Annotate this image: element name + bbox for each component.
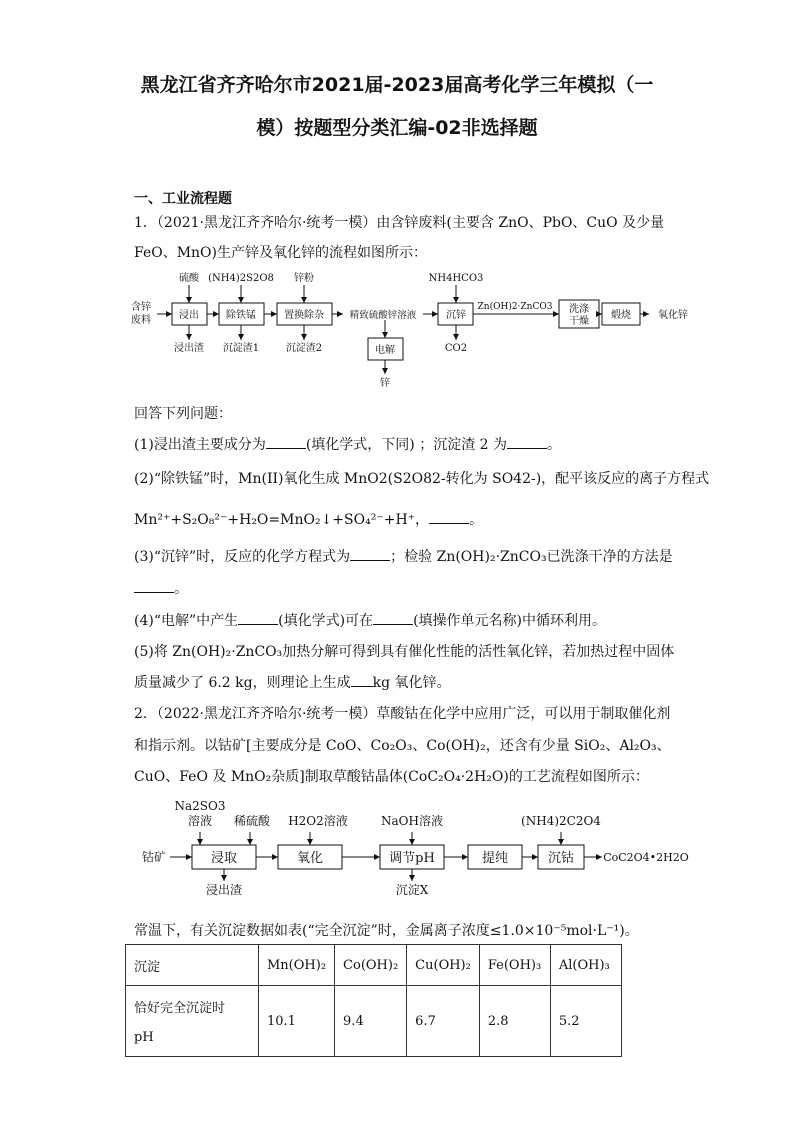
q1-p4-text-b: (填化学式)可在 — [278, 613, 374, 629]
q2-reagent-oxalate: (NH4)2C2O4 — [521, 814, 601, 828]
q1-waste-3: 沉淀渣2 — [285, 343, 323, 354]
q1-waste-1: 浸出渣 — [174, 343, 204, 354]
q1-p4-blank-2[interactable] — [373, 610, 413, 625]
q1-zinc: 锌 — [380, 378, 390, 389]
q1-part-3-cont — [134, 578, 188, 598]
q1-p1-text-a: (1)浸出渣主要成分为 — [134, 437, 266, 453]
table-header-cell: Fe(OH)₃ — [479, 945, 550, 986]
q2-box-adjust-ph: 调节pH — [389, 851, 435, 866]
q2-intro-3: CuO、FeO 及 MnO₂杂质]制取草酸钴晶体(CoC₂O₄·2H₂O)的工艺流程如图所示： — [134, 769, 649, 785]
q2-note: 常温下，有关沉淀数据如表(“完全沉淀”时，金属离子浓度≤1.0×10⁻⁵mol·L⁻¹)。 — [134, 923, 639, 939]
q1-reagent-1: 硫酸 — [179, 273, 199, 284]
q1-box-electrolysis: 电解 — [375, 345, 395, 356]
q2-intro-1: 2．（2022·黑龙江齐齐哈尔·统考一模）草酸钴在化学中应用广泛，可以用于制取催化剂 — [134, 706, 671, 722]
q1-p4-text-a: (4)“电解”中产生 — [134, 613, 239, 629]
q1-p5-text-a: (5)将 Zn(OH)₂·ZnCO₃加热分解可得到具有催化性能的活性氧化锌，若加热过程中固体 — [134, 644, 675, 660]
q1-p3-text-c: 。 — [174, 581, 188, 597]
q1-intro-1: 1．（2021·黑龙江齐齐哈尔·统考一模）由含锌废料(主要含 ZnO、PbO、CuO 及少量 — [134, 215, 665, 231]
q2-feed: 钴矿 — [141, 850, 167, 864]
q2-waste-x: 沉淀X — [395, 883, 429, 897]
q1-part-5 — [134, 672, 451, 692]
q1-flow-diagram — [125, 268, 700, 393]
doc-title-line-1: 黑龙江省齐齐哈尔市2021届-2023届高考化学三年模拟（一 — [140, 74, 654, 96]
q1-part-1 — [134, 434, 561, 454]
q2-flow-diagram — [140, 795, 700, 905]
q1-p2-blank[interactable] — [429, 509, 469, 524]
table-cell: 5.2 — [550, 986, 621, 1057]
q1-waste-4: CO2 — [444, 343, 468, 354]
q1-reagent-4: NH4HCO3 — [428, 273, 484, 284]
q2-reagent-naoh: NaOH溶液 — [381, 814, 443, 828]
q1-box-remove-fe-mn: 除铁锰 — [226, 310, 256, 321]
q1-p1-text-c: 。 — [547, 437, 562, 453]
q2-reagent-na2so3: Na2SO3 — [174, 799, 226, 813]
q1-p2-text-c: 。 — [469, 512, 484, 528]
table-row-label — [126, 986, 259, 1057]
q1-p2-text-a: (2)“除铁锰”时，Mn(II)氧化生成 MnO2(S2O82-转化为 SO42-)，配平该反应的离子方程式 — [134, 471, 710, 487]
q1-p5-text-c: kg 氧化锌。 — [372, 675, 451, 691]
table-row — [126, 986, 622, 1057]
q1-mid-product: Zn(OH)2·ZnCO3 — [477, 302, 553, 312]
q1-p1-text-b: (填化学式，下同) ；沉淀渣 2 为 — [305, 437, 508, 453]
q1-reagent-2: (NH4)2S2O8 — [208, 273, 274, 284]
q1-p3-blank-2[interactable] — [134, 578, 174, 593]
q2-box-leach: 浸取 — [210, 851, 238, 866]
table-cell: 10.1 — [259, 986, 335, 1057]
table-header-cell: 沉淀 — [126, 945, 259, 986]
q1-feed-1: 含锌 — [131, 302, 151, 313]
q1-p1-blank-1[interactable] — [266, 434, 306, 449]
q1-box-leach: 浸出 — [179, 310, 199, 321]
table-header-row — [126, 945, 622, 986]
table-header-cell: Co(OH)₂ — [335, 945, 407, 986]
q1-p3-blank-1[interactable] — [350, 546, 390, 561]
q1-part-2-equation — [134, 509, 483, 529]
q1-box-wash: 洗涤 — [569, 304, 589, 315]
q1-answer-prompt: 回答下列问题： — [134, 406, 232, 422]
section-heading: 一、工业流程题 — [134, 191, 232, 207]
q2-intro-2: 和指示剂。以钴矿[主要成分是 CoO、Co₂O₃、Co(OH)₂，还含有少量 SiO₂、Al₂O₃、 — [134, 738, 671, 754]
q2-reagent-acid: 稀硫酸 — [233, 814, 271, 828]
q1-final: 氧化锌 — [658, 310, 688, 321]
q1-p3-text-b: ；检验 Zn(OH)₂·ZnCO₃已洗涤干净的方法是 — [390, 549, 673, 565]
q1-p5-text-b: 质量减少了 6.2 kg，则理论上生成 — [134, 675, 351, 691]
q1-box-displace: 置换除杂 — [284, 310, 324, 321]
q2-final: CoC2O4•2H2O — [603, 851, 689, 864]
q1-intro-2: FeO、MnO)生产锌及氧化锌的流程如图所示： — [134, 245, 428, 261]
q2-waste-1: 浸出渣 — [205, 883, 243, 897]
q2-reagent-solution: 溶液 — [187, 814, 213, 828]
row-label-line-2: pH — [134, 1030, 154, 1045]
table-cell: 6.7 — [407, 986, 480, 1057]
q1-feed-2: 废料 — [131, 315, 151, 326]
q2-box-purify: 提纯 — [481, 851, 509, 866]
table-header-cell: Cu(OH)₂ — [407, 945, 480, 986]
q1-p4-text-c: (填操作单元名称)中循环利用。 — [413, 613, 607, 629]
table-cell: 2.8 — [479, 986, 550, 1057]
q1-p1-blank-2[interactable] — [507, 434, 547, 449]
q2-reagent-h2o2: H2O2溶液 — [288, 814, 348, 828]
q2-box-precip-co: 沉钴 — [547, 851, 575, 866]
q1-p4-blank-1[interactable] — [238, 610, 278, 625]
row-label-line-1: 恰好完全沉淀时 — [134, 1001, 226, 1016]
table-header-cell: Al(OH)₃ — [550, 945, 621, 986]
doc-title-line-2: 模）按题型分类汇编-02非选择题 — [256, 117, 538, 139]
table-header-cell: Mn(OH)₂ — [259, 945, 335, 986]
q1-part-4 — [134, 610, 606, 630]
q1-p2-equation: Mn²⁺+S₂O₈²⁻+H₂O=MnO₂↓+SO₄²⁻+H⁺， — [134, 512, 430, 528]
q1-mid-solution: 精致硫酸锌溶液 — [349, 310, 417, 321]
precipitation-table — [125, 944, 622, 1057]
table-cell: 9.4 — [335, 986, 407, 1057]
q1-p3-text-a: (3)“沉锌”时，反应的化学方程式为 — [134, 549, 351, 565]
q2-box-oxidize: 氧化 — [296, 851, 324, 866]
q1-box-precip-zn: 沉锌 — [446, 310, 466, 321]
q1-box-dry: 干燥 — [569, 316, 589, 327]
q1-waste-2: 沉淀渣1 — [222, 343, 260, 354]
q1-box-calcine: 煅烧 — [611, 310, 631, 321]
q1-p5-blank[interactable] — [351, 672, 373, 687]
q1-part-3 — [134, 546, 673, 566]
q1-reagent-3: 锌粉 — [294, 273, 314, 284]
